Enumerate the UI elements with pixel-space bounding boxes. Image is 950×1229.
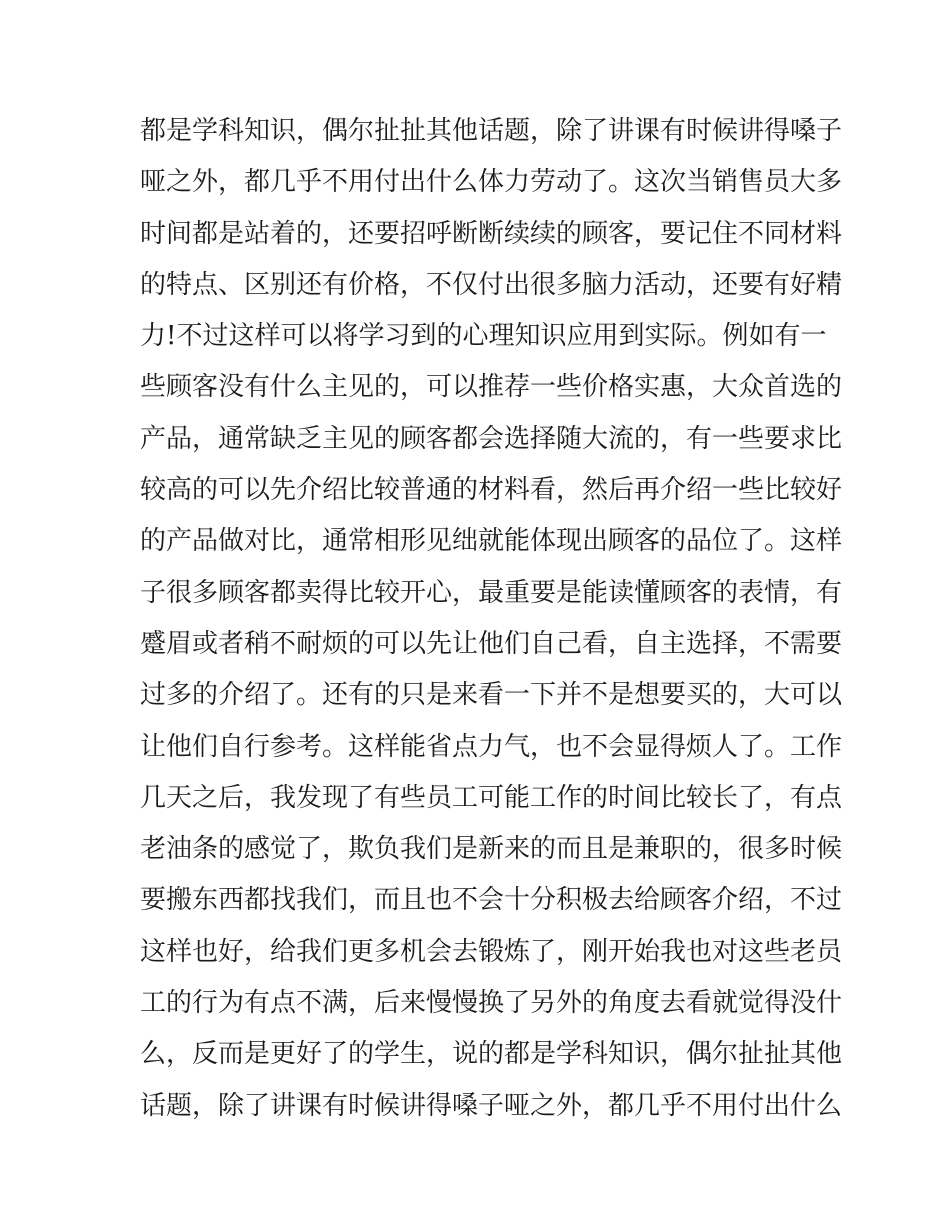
text-line-17: 这样也好，给我们更多机会去锻炼了，刚开始我也对这些老员	[140, 936, 843, 967]
text-line-4: 的特点、区别还有价格，不仅付出很多脑力活动，还要有好精	[140, 269, 843, 300]
text-line-14: 几天之后，我发现了有些员工可能工作的时间比较长了，有点	[140, 782, 843, 813]
text-line-20: 话题，除了讲课有时候讲得嗓子哑之外，都几乎不用付出什么	[140, 1090, 843, 1121]
body-paragraph	[140, 106, 843, 1132]
text-line-6: 些顾客没有什么主见的，可以推荐一些价格实惠，大众首选的	[140, 372, 843, 403]
text-line-9: 的产品做对比，通常相形见绌就能体现出顾客的品位了。这样	[140, 526, 843, 557]
text-line-5: 力!不过这样可以将学习到的心理知识应用到实际。例如有一	[140, 321, 827, 352]
text-line-11: 蹙眉或者稍不耐烦的可以先让他们自己看，自主选择，不需要	[140, 628, 843, 659]
text-line-2: 哑之外，都几乎不用付出什么体力劳动了。这次当销售员大多	[140, 167, 843, 198]
text-line-18: 工的行为有点不满，后来慢慢换了另外的角度去看就觉得没什	[140, 988, 843, 1019]
text-line-3: 时间都是站着的，还要招呼断断续续的顾客，要记住不同材料	[140, 218, 843, 249]
text-line-13: 让他们自行参考。这样能省点力气，也不会显得烦人了。工作	[140, 731, 843, 762]
text-line-1: 都是学科知识，偶尔扯扯其他话题，除了讲课有时候讲得嗓子	[140, 116, 843, 146]
text-line-16: 要搬东西都找我们，而且也不会十分积极去给顾客介绍，不过	[140, 885, 843, 916]
text-line-7: 产品，通常缺乏主见的顾客都会选择随大流的，有一些要求比	[140, 423, 843, 454]
text-line-8: 较高的可以先介绍比较普通的材料看，然后再介绍一些比较好	[140, 475, 843, 506]
text-line-10: 子很多顾客都卖得比较开心，最重要是能读懂顾客的表情，有	[140, 577, 843, 608]
text-line-12: 过多的介绍了。还有的只是来看一下并不是想要买的，大可以	[140, 680, 843, 711]
text-line-15: 老油条的感觉了，欺负我们是新来的而且是兼职的，很多时候	[140, 834, 843, 865]
text-line-19: 么，反而是更好了的学生，说的都是学科知识，偶尔扯扯其他	[140, 1039, 843, 1070]
